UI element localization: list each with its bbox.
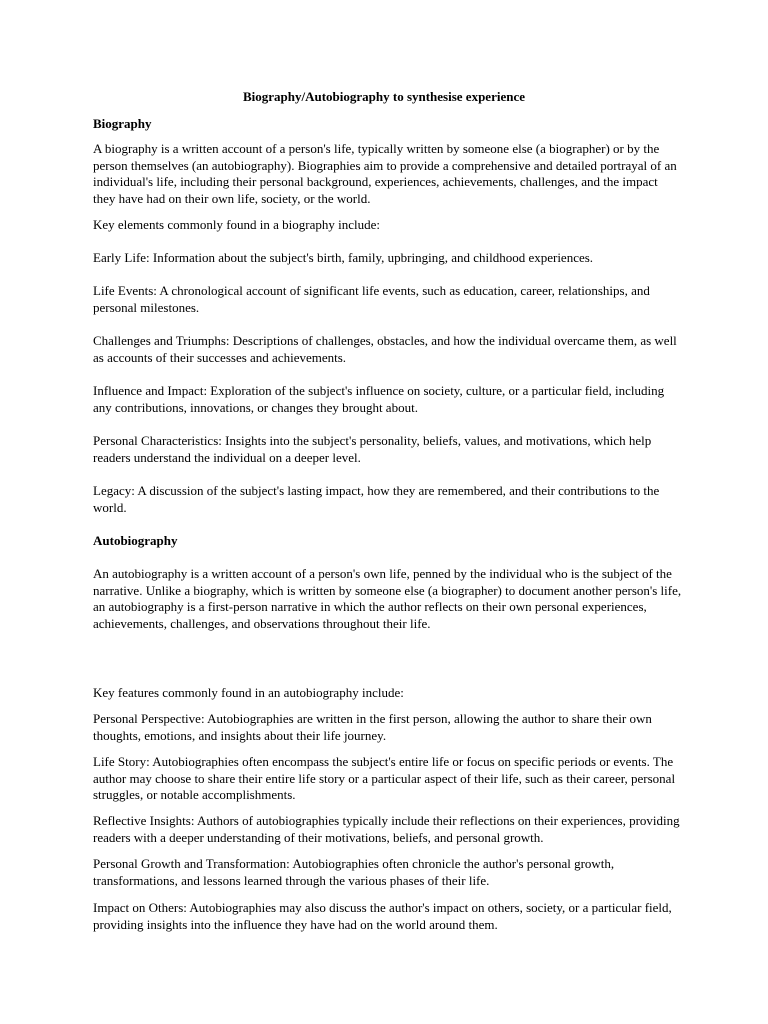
biography-element-life-events: Life Events: A chronological account of significant life events, such as education, career, relationships, and personal milestones. bbox=[93, 283, 650, 315]
biography-element-challenges: Challenges and Triumphs: Descriptions of challenges, obstacles, and how the individual overcame them, as well as accounts of their successes and achievements. bbox=[93, 333, 677, 365]
autobiography-paragraph: An autobiography is a written account of a person's own life, penned by the individual who is the subject of the narrative. Unlike a biography, which is written by someone else (a biographer) to document another person's life, an autobiography is a first-person narrative in which the author reflects on their own personal experiences, achievements, challenges, and observations throughout their life. bbox=[93, 566, 682, 631]
autobiography-heading: Autobiography bbox=[93, 533, 178, 548]
biography-element-early-life: Early Life: Information about the subject's birth, family, upbringing, and childhood experiences. bbox=[93, 250, 594, 265]
autobiography-feature-perspective: Personal Perspective: Autobiographies are written in the first person, allowing the author to share their own thoughts, emotions, and insights about their life journey. bbox=[93, 711, 652, 743]
biography-element-legacy: Legacy: A discussion of the subject's lasting impact, how they are remembered, and their contributions to the world. bbox=[93, 483, 660, 515]
autobiography-feature-life-story: Life Story: Autobiographies often encompass the subject's entire life or focus on specific periods or events. The author may choose to share their entire life story or a particular aspect of their life, such as their career, personal struggles, or notable accomplishments. bbox=[93, 754, 676, 803]
autobiography-intro: Key features commonly found in an autobiography include: bbox=[93, 685, 404, 700]
autobiography-feature-growth: Personal Growth and Transformation: Autobiographies often chronicle the author's personal growth, transformations, and lessons learned through the various phases of their life. bbox=[93, 856, 615, 888]
biography-intro: Key elements commonly found in a biography include: bbox=[93, 217, 381, 232]
biography-element-characteristics: Personal Characteristics: Insights into the subject's personality, beliefs, values, and motivations, which help readers understand the individual on a deeper level. bbox=[93, 433, 652, 465]
autobiography-feature-impact: Impact on Others: Autobiographies may also discuss the author's impact on others, society, or a particular field, providing insights into the influence they have had on the world around them. bbox=[93, 900, 672, 932]
autobiography-feature-reflective: Reflective Insights: Authors of autobiographies typically include their reflections on their experiences, providing readers with a deeper understanding of their motivations, beliefs, and personal growth. bbox=[93, 813, 680, 845]
biography-paragraph: A biography is a written account of a person's life, typically written by someone else (a biographer) or by the person themselves (an autobiography). Biographies aim to provide a comprehensive and detailed portrayal of an individual's life, including their personal background, experiences, achievements, challenges, and the impact they have had on their own life, society, or the world. bbox=[93, 141, 677, 206]
biography-heading: Biography bbox=[93, 116, 152, 131]
biography-element-influence: Influence and Impact: Exploration of the subject's influence on society, culture, or a particular field, including any contributions, innovations, or changes they brought about. bbox=[93, 383, 665, 415]
document-title: Biography/Autobiography to synthesise experience bbox=[242, 89, 526, 104]
